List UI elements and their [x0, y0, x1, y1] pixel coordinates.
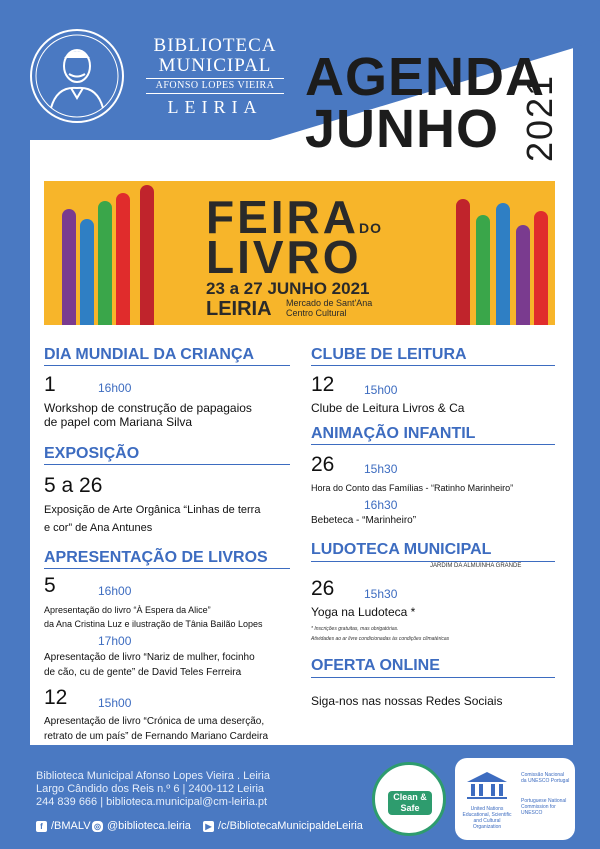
library-line2: MUNICIPAL [158, 55, 272, 76]
footer-line2: Largo Cândido dos Reis n.º 6 | 2400-112 Leiria [36, 783, 265, 795]
library-name [140, 36, 290, 118]
event-time: 16h00 [98, 584, 132, 598]
event-time: 17h00 [98, 634, 132, 648]
ludoteca-note: * Inscrições gratuitas, mas obrigatórias. [311, 626, 399, 632]
section-title-online: OFERTA ONLINE [311, 657, 440, 674]
event-description: retrato de um país” de Fernando Mariano Cardeira [44, 731, 269, 742]
event-description: Yoga na Ludoteca * [311, 605, 416, 619]
footer-line1: Biblioteca Municipal Afonso Lopes Vieira . Leiria [36, 770, 270, 782]
footer-address [36, 770, 270, 809]
library-logo [27, 26, 127, 126]
event-day: 5 a 26 [44, 474, 103, 497]
event-time: 15h00 [98, 696, 132, 710]
event-description: de cão, cu de gente” de David Teles Ferreira [44, 667, 242, 678]
book-shape [496, 203, 510, 325]
fair-venue: Mercado de Sant'Ana Centro Cultural [286, 298, 373, 318]
fair-title: FEIRADO [206, 191, 382, 243]
event-description: de papel com Mariana Silva [44, 415, 193, 429]
section-rule [311, 444, 555, 445]
instagram-link[interactable]: ◎ @biblioteca.leiria [94, 820, 191, 832]
event-day: 5 [44, 574, 56, 597]
event-day: 26 [311, 577, 335, 600]
event-description: Apresentação do livro “À Espera da Alice” [44, 605, 211, 615]
section-rule [311, 677, 555, 678]
section-title-clube: CLUBE DE LEITURA [311, 346, 467, 363]
year-label: 2021 [519, 73, 561, 163]
unesco-commission-pt: Comissão Nacional da UNESCO Portugal [521, 772, 570, 784]
unesco-badge [455, 758, 575, 840]
event-description: Clube de Leitura Livros & Ca [311, 401, 465, 415]
event-day: 26 [311, 453, 335, 476]
event-description: Hora do Conto das Famílias - “Ratinho Marinheiro” [311, 483, 514, 493]
unesco-commission-en: Portuguese National Commission for UNESCO [521, 798, 567, 816]
library-line4: LEIRIA [167, 97, 263, 117]
online-description: Siga-nos nas nossas Redes Sociais [311, 694, 503, 708]
book-shape [516, 225, 530, 325]
event-description: Apresentação de livro “Crónica de uma deserção, [44, 716, 265, 727]
event-time: 16h30 [364, 498, 398, 512]
library-line1: BIBLIOTECA [153, 35, 277, 56]
footer-line3: 244 839 666 | biblioteca.municipal@cm-leiria.pt [36, 796, 268, 808]
ludoteca-note: Atividades ao ar livre condicionadas às condições climatéricas [311, 636, 450, 642]
book-shape [80, 219, 94, 325]
instagram-icon: ◎ [92, 821, 103, 832]
clean-safe-label: Clean & Safe [388, 791, 432, 815]
event-day: 1 [44, 373, 56, 396]
section-title-ludoteca: LUDOTECA MUNICIPAL [311, 541, 492, 558]
fair-do: DO [359, 220, 382, 236]
clean-safe-badge [372, 762, 446, 836]
event-time: 15h30 [364, 587, 398, 601]
unesco-temple-icon [465, 770, 509, 800]
fair-livro: LIVRO [206, 231, 362, 283]
event-time: 15h30 [364, 462, 398, 476]
unesco-org-text: United Nations Educational, Scientific and Cultural Organization [462, 806, 512, 830]
book-shape [116, 193, 130, 325]
book-shape [140, 185, 154, 325]
youtube-icon: ▶ [203, 821, 214, 832]
fair-dates: 23 a 27 JUNHO 2021 [206, 279, 370, 298]
section-rule [44, 464, 290, 465]
section-rule [311, 561, 555, 562]
book-shape [98, 201, 112, 325]
event-time: 15h00 [364, 383, 398, 397]
event-time: 16h00 [98, 381, 132, 395]
library-line3: AFONSO LOPES VIEIRA [146, 78, 284, 94]
facebook-icon: f [36, 821, 47, 832]
event-description: Apresentação de livro “Nariz de mulher, focinho [44, 652, 255, 663]
section-rule [311, 365, 555, 366]
book-shape [476, 215, 490, 325]
section-title-crianca: DIA MUNDIAL DA CRIANÇA [44, 346, 255, 363]
month-title: JUNHO [305, 99, 500, 159]
event-description: Workshop de construção de papagaios [44, 401, 252, 415]
book-shape [62, 209, 76, 325]
event-day: 12 [44, 686, 68, 709]
event-description: e cor” de Ana Antunes [44, 522, 153, 534]
ludoteca-subtitle: JARDIM DA ALMUINHA GRANDE [430, 563, 522, 569]
event-description: Exposição de Arte Orgânica “Linhas de terra [44, 504, 261, 516]
facebook-link[interactable]: f /BMALV [36, 820, 91, 832]
fair-city: LEIRIA [206, 298, 272, 320]
event-day: 12 [311, 373, 335, 396]
book-shape [456, 199, 470, 325]
youtube-link[interactable]: ▶ /c/BibliotecaMunicipaldeLeiria [203, 820, 363, 832]
section-title-exposicao: EXPOSIÇÃO [44, 445, 140, 462]
event-description: Bebeteca - “Marinheiro” [311, 515, 417, 526]
section-rule [44, 365, 290, 366]
agenda-title: AGENDA [305, 47, 546, 107]
book-shape [534, 211, 548, 325]
book-fair-banner [44, 181, 555, 325]
section-title-animacao: ANIMAÇÃO INFANTIL [311, 425, 476, 442]
section-rule [44, 568, 290, 569]
section-title-livros: APRESENTAÇÃO DE LIVROS [44, 549, 268, 566]
event-description: da Ana Cristina Luz e ilustração de Tânia Bailão Lopes [44, 619, 263, 629]
